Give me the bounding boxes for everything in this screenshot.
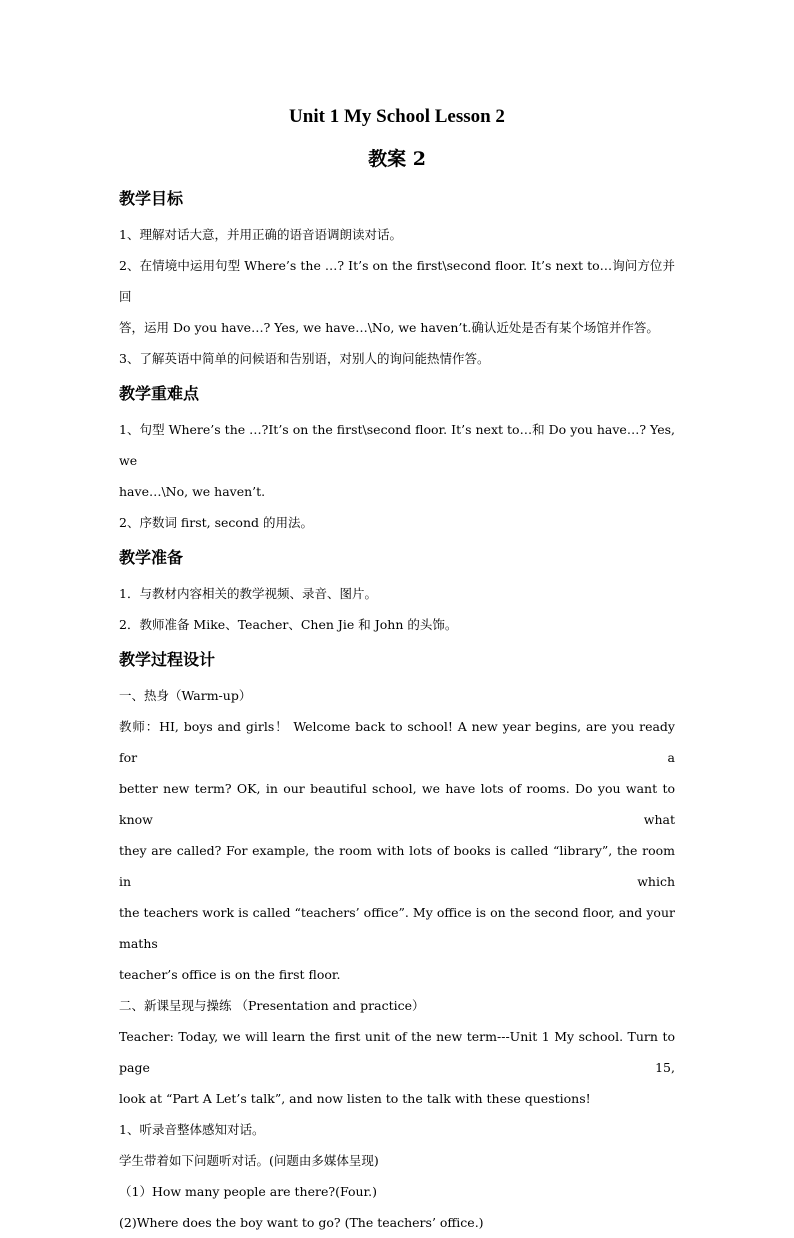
process-line-9: look at “Part A Let’s talk”, and now listen to the talk with these questions! xyxy=(119,1091,591,1106)
document-page xyxy=(119,102,675,1238)
process-line-5: the teachers work is called “teachers’ office”. My office is on the second floor, and your maths xyxy=(119,905,675,951)
process-line-4: they are called? For example, the room with lots of books is called “library”, the room in which xyxy=(119,843,675,889)
preparation-line-2: 2．教师准备 Mike、Teacher、Chen Jie 和 John 的头饰。 xyxy=(119,617,458,632)
section-key-points xyxy=(119,381,675,538)
section-heading-preparation: 教学准备 xyxy=(119,548,184,567)
section-heading-objectives: 教学目标 xyxy=(119,189,184,208)
section-objectives xyxy=(119,186,675,374)
process-line-1: 一、热身（Warm-up） xyxy=(119,688,252,703)
process-line-13: (2)Where does the boy want to go? (The teachers’ office.) xyxy=(119,1215,484,1230)
preparation-line-1: 1．与教材内容相关的教学视频、录音、图片。 xyxy=(119,586,377,601)
objective-line-1: 1、理解对话大意，并用正确的语音语调朗读对话。 xyxy=(119,227,402,242)
objective-line-4: 3、了解英语中简单的问候语和告别语，对别人的询问能热情作答。 xyxy=(119,351,490,366)
key-point-line-2: have…\No, we haven’t. xyxy=(119,484,266,499)
document-title: Unit 1 My School Lesson 2 xyxy=(289,106,505,127)
section-heading-process: 教学过程设计 xyxy=(119,650,216,669)
process-line-3: better new term? OK, in our beautiful school, we have lots of rooms. Do you want to know what xyxy=(119,781,675,827)
process-line-6: teacher’s office is on the first floor. xyxy=(119,967,341,982)
process-line-7: 二、新课呈现与操练 （Presentation and practice） xyxy=(119,998,425,1013)
objective-line-2: 2、在情境中运用句型 Where’s the …? It’s on the first\second floor. It’s next to…询问方位并回 xyxy=(119,258,675,304)
process-line-11: 学生带着如下问题听对话。(问题由多媒体呈现) xyxy=(119,1153,379,1168)
key-point-line-3: 2、序数词 first, second 的用法。 xyxy=(119,515,313,530)
key-point-line-1: 1、句型 Where’s the …?It’s on the first\second floor. It’s next to…和 Do you have…? Yes, we xyxy=(119,422,675,468)
process-line-2: 教师：HI, boys and girls！ Welcome back to school! A new year begins, are you ready for a xyxy=(119,719,675,765)
process-line-12: （1）How many people are there?(Four.) xyxy=(119,1184,377,1199)
section-preparation xyxy=(119,545,675,640)
process-line-8: Teacher: Today, we will learn the first unit of the new term---Unit 1 My school. Turn to page 15, xyxy=(119,1029,675,1075)
document-subtitle: 教案 2 xyxy=(368,148,426,170)
section-heading-key-points: 教学重难点 xyxy=(119,384,200,403)
process-line-10: 1、听录音整体感知对话。 xyxy=(119,1122,265,1137)
section-process xyxy=(119,647,675,1238)
objective-line-3: 答，运用 Do you have…? Yes, we have…\No, we haven’t.确认近处是否有某个场馆并作答。 xyxy=(119,320,659,335)
